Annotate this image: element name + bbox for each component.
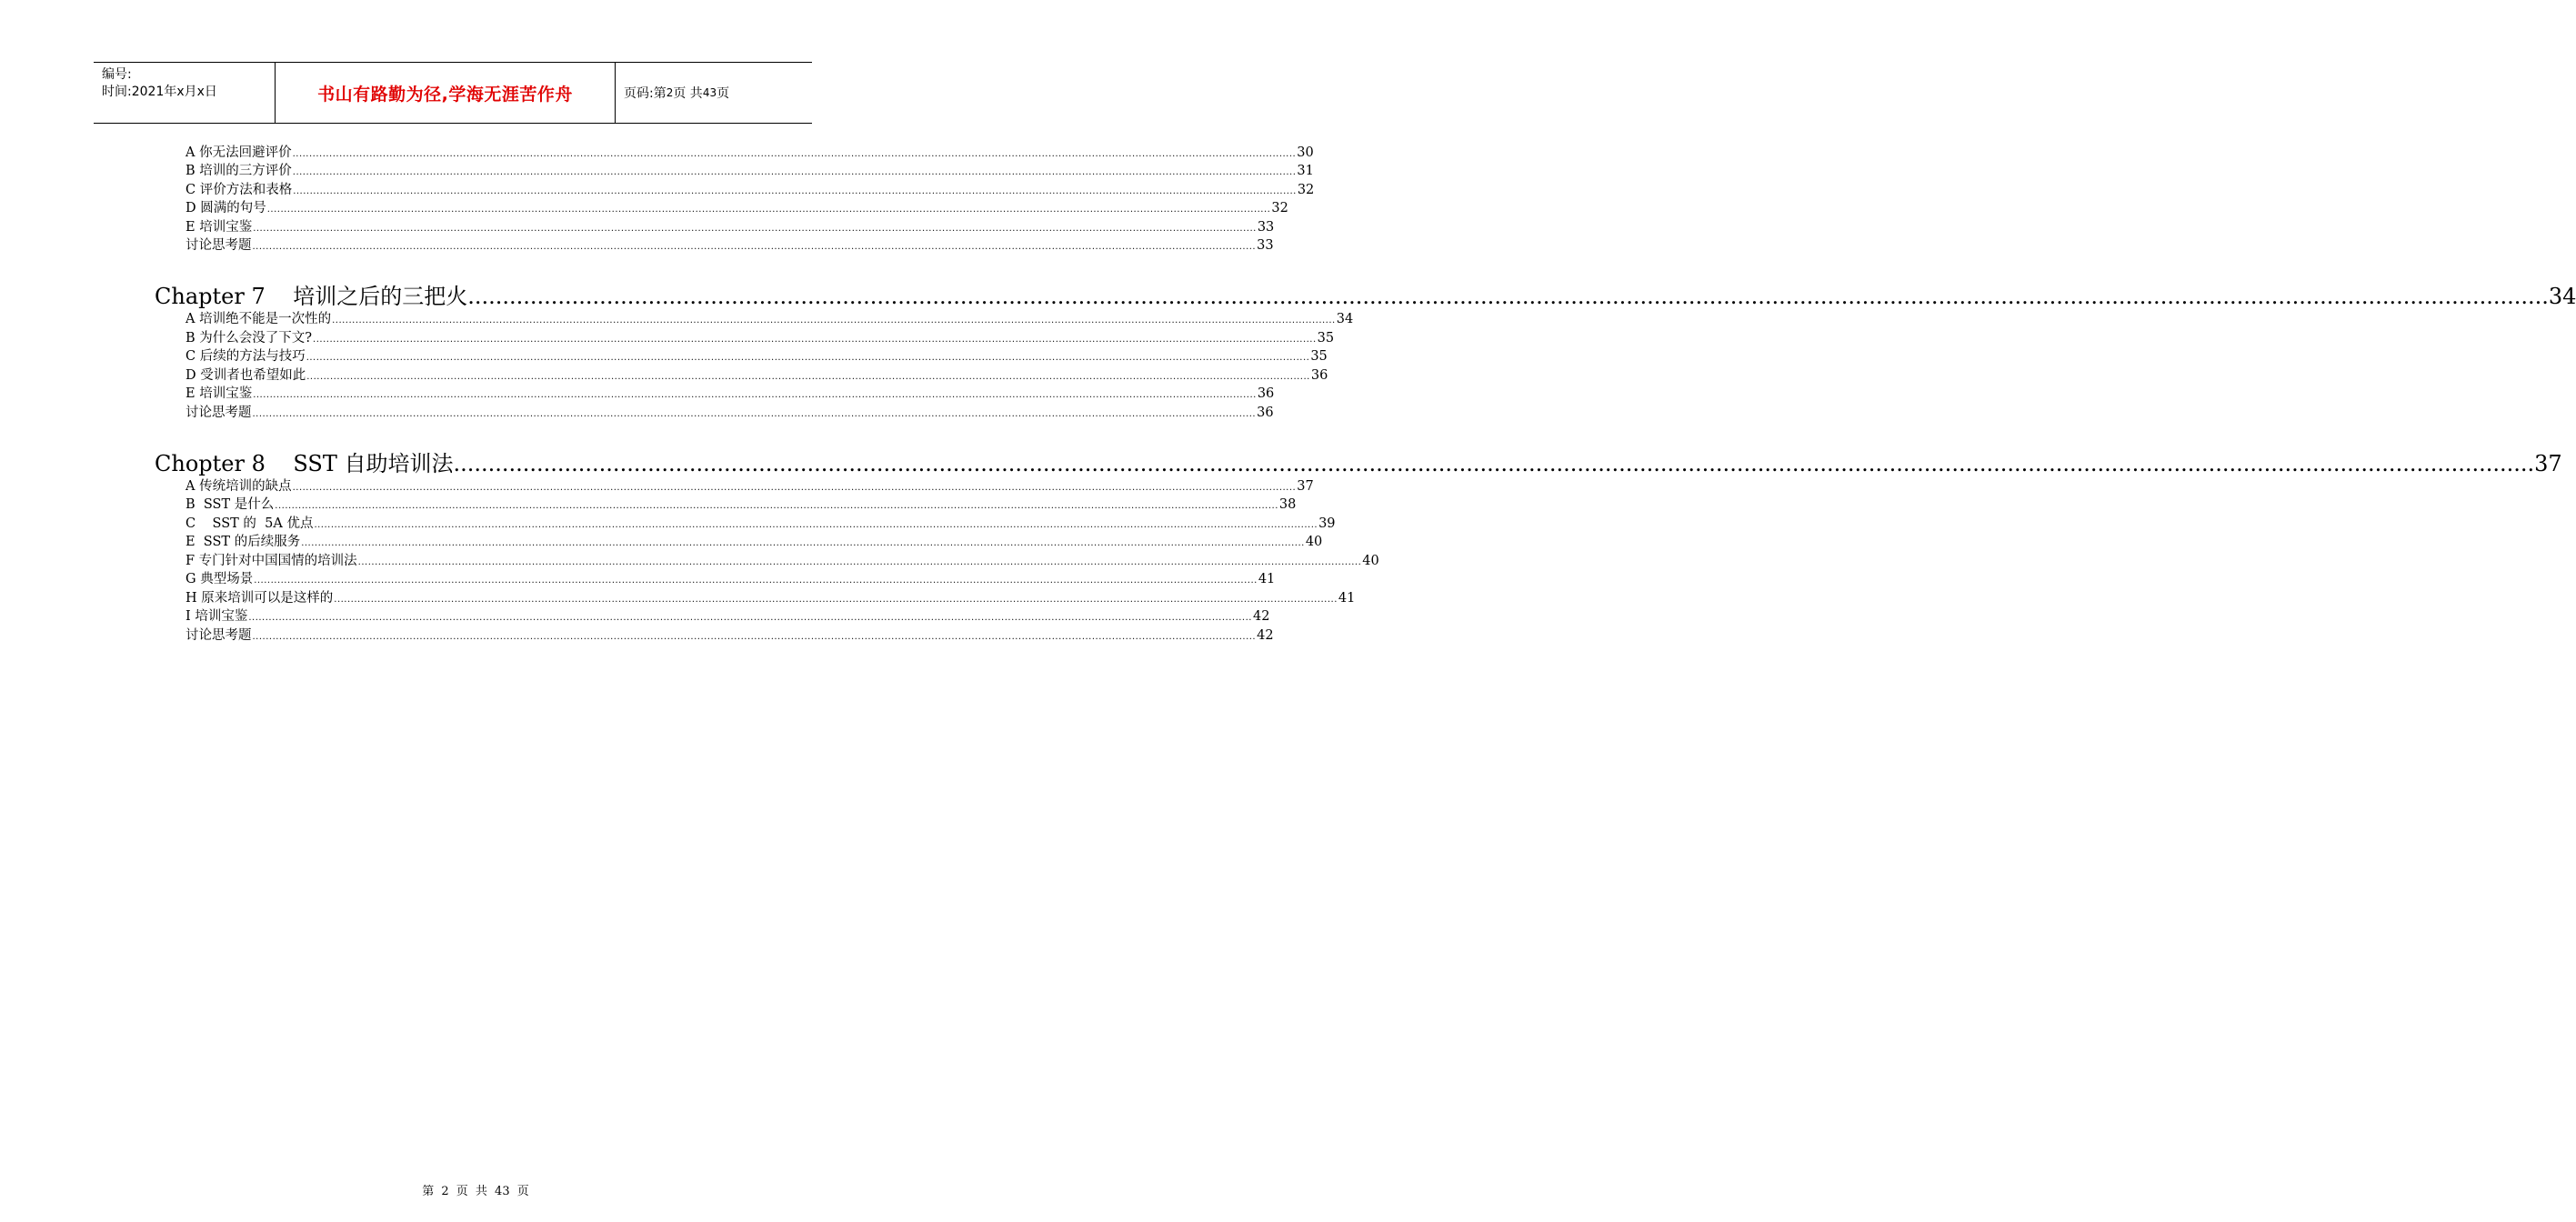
toc-entry[interactable]: C 评价方法和表格 ............................................................................................................................................................................................................................................................................................................ 32: [185, 181, 781, 199]
leader-dots: ............................................................................................................................................................................................................................................................................................................: [252, 632, 1257, 642]
header-motto: 书山有路勤为径,学海无涯苦作舟: [276, 63, 616, 123]
leader-dots: ............................................................................................................................................................................................................................................................................................................: [293, 186, 1297, 196]
toc-entry[interactable]: E 培训宝鉴 ............................................................................................................................................................................................................................................................................................................ 33: [185, 218, 781, 236]
leader-dots: ............................................................................................................................................................................................................................................................................................................: [254, 576, 1258, 586]
leader-dots: ............................................................................................................................................................................................................................................................................................................: [252, 242, 1257, 252]
leader-dots: ............................................................................................................................................................................................................................................................................................................: [334, 595, 1338, 605]
leader-dots: ............................................................................................................................................................................................................................................................................................................: [253, 224, 1257, 234]
leader-dots: ............................................................................................................................................................................................................................................................................................................: [313, 335, 1317, 345]
toc-entry[interactable]: G 典型场景 ............................................................................................................................................................................................................................................................................................................ 41: [185, 570, 781, 588]
toc-entry[interactable]: A 培训绝不能是一次性的 ............................................................................................................................................................................................................................................................................................................ 34: [185, 310, 781, 328]
toc-entry[interactable]: D 圆满的句号 ............................................................................................................................................................................................................................................................................................................ 32: [185, 199, 781, 217]
page-mid: 页 共: [673, 86, 703, 101]
toc-chapter-7[interactable]: Chapter 7 培训之后的三把火 ............................................................................................................................................................................................................................................................................................................ 34: [155, 284, 2576, 309]
toc-entry[interactable]: 讨论思考题 ............................................................................................................................................................................................................................................................................................................ 33: [185, 236, 781, 255]
leader-dots: ............................................................................................................................................................................................................................................................................................................: [332, 316, 1336, 326]
toc-entry[interactable]: B 培训的三方评价 ............................................................................................................................................................................................................................................................................................................ 31: [185, 162, 781, 180]
toc-entry[interactable]: F 专门针对中国国情的培训法 ............................................................................................................................................................................................................................................................................................................ 40: [185, 552, 781, 570]
page-suffix: 页: [717, 86, 730, 101]
leader-dots: ............................................................................................................................................................................................................................................................................................................: [292, 483, 1297, 493]
toc-entry[interactable]: A 传统培训的缺点 ............................................................................................................................................................................................................................................................................................................ 37: [185, 477, 781, 496]
toc-entry[interactable]: H 原来培训可以是这样的 ............................................................................................................................................................................................................................................................................................................ 41: [185, 589, 781, 607]
toc-entry[interactable]: 讨论思考题 ............................................................................................................................................................................................................................................................................................................ 42: [185, 626, 781, 645]
toc-entry[interactable]: B 为什么会没了下文? ............................................................................................................................................................................................................................................................................................................ 35: [185, 329, 781, 347]
leader-dots: ............................................................................................................................................................................................................................................................................................................: [275, 501, 1278, 511]
leader-dots: ............................................................................................................................................................................................................................................................................................................: [292, 149, 1297, 159]
leader-dots: ............................................................................................................................................................................................................................................................................................................: [453, 451, 2535, 476]
header-meta: [94, 63, 276, 123]
page-footer: 第 2 页 共 43 页: [422, 1185, 529, 1198]
time-label: 时间:2021年x月x日: [102, 85, 217, 99]
toc-entry[interactable]: C SST 的 5A 优点 ............................................................................................................................................................................................................................................................................................................ 39: [185, 515, 781, 533]
leader-dots: ............................................................................................................................................................................................................................................................................................................: [252, 409, 1257, 419]
toc-entry[interactable]: E 培训宝鉴 ............................................................................................................................................................................................................................................................................................................ 36: [185, 385, 781, 403]
leader-dots: ............................................................................................................................................................................................................................................................................................................: [301, 538, 1305, 548]
leader-dots: ............................................................................................................................................................................................................................................................................................................: [248, 613, 1252, 623]
header-page-info: [616, 63, 812, 123]
leader-dots: ............................................................................................................................................................................................................................................................................................................: [306, 353, 1310, 363]
page-total: 43: [702, 86, 717, 99]
page-prefix: 页码:第: [624, 86, 667, 101]
page-current: 2: [666, 86, 674, 99]
toc-entry[interactable]: A 你无法回避评价 ............................................................................................................................................................................................................................................................................................................ 30: [185, 144, 781, 162]
leader-dots: ............................................................................................................................................................................................................................................................................................................: [314, 520, 1318, 530]
leader-dots: ............................................................................................................................................................................................................................................................................................................: [266, 205, 1271, 215]
leader-dots: ............................................................................................................................................................................................................................................................................................................: [306, 372, 1310, 382]
leader-dots: ............................................................................................................................................................................................................................................................................................................: [253, 390, 1257, 400]
leader-dots: ............................................................................................................................................................................................................................................................................................................: [357, 557, 1362, 567]
toc-entry[interactable]: C 后续的方法与技巧 ............................................................................................................................................................................................................................................................................................................ 35: [185, 347, 781, 366]
toc-chapter-8[interactable]: Chopter 8 SST 自助培训法 ............................................................................................................................................................................................................................................................................................................ 37: [155, 451, 2562, 476]
leader-dots: ............................................................................................................................................................................................................................................................................................................: [467, 284, 2549, 309]
toc-entry[interactable]: E SST 的后续服务 ............................................................................................................................................................................................................................................................................................................ 40: [185, 533, 781, 551]
toc-entry[interactable]: 讨论思考题 ............................................................................................................................................................................................................................................................................................................ 36: [185, 404, 781, 422]
toc-entry[interactable]: D 受训者也希望如此 ............................................................................................................................................................................................................................................................................................................ 36: [185, 366, 781, 385]
toc-entry[interactable]: B SST 是什么 ............................................................................................................................................................................................................................................................................................................ 38: [185, 496, 781, 514]
document-header: [94, 62, 812, 124]
toc-entry[interactable]: I 培训宝鉴 ............................................................................................................................................................................................................................................................................................................ 42: [185, 607, 781, 626]
number-label: 编号:: [102, 67, 132, 82]
leader-dots: ............................................................................................................................................................................................................................................................................................................: [292, 167, 1297, 177]
